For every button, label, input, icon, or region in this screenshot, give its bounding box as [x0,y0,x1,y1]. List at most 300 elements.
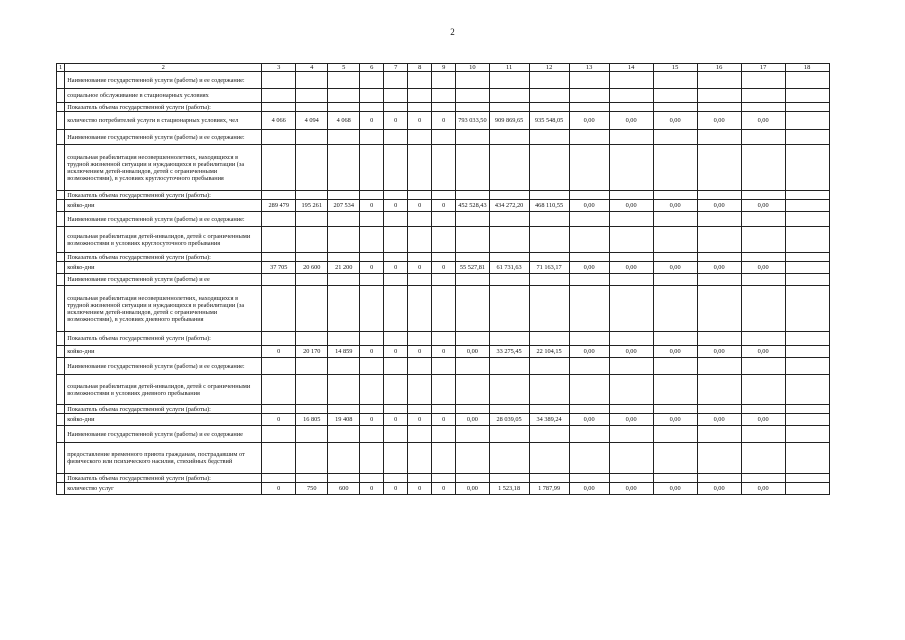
value-cell [408,145,432,191]
value-cell [741,103,785,112]
header-cell: 9 [432,64,456,72]
value-cell [489,253,529,262]
value-cell [360,89,384,103]
row-label: социальная реабилитация детей-инвалидов, детей с ограниченными возможностями в условиях круглосуточного пребывания [65,227,262,253]
value-cell: 0 [432,262,456,274]
header-cell: 10 [456,64,489,72]
value-cell [489,405,529,414]
value-cell [489,130,529,145]
row-index-cell [57,474,65,483]
value-cell [609,72,653,89]
row-label: Наименование государственной услуги (работы) и ее содержание [65,426,262,443]
value-cell [569,191,609,200]
value-cell [785,191,829,200]
table-row [57,483,830,495]
value-cell [489,358,529,375]
value-cell: 0 [408,112,432,130]
row-index-cell [57,443,65,474]
value-cell: 0,00 [569,262,609,274]
value-cell [456,72,489,89]
value-cell [697,286,741,332]
table-row [57,262,830,274]
value-cell [489,212,529,227]
value-cell [741,72,785,89]
header-cell: 14 [609,64,653,72]
value-cell [489,72,529,89]
value-cell [328,474,360,483]
value-cell [384,358,408,375]
value-cell [741,474,785,483]
value-cell [653,358,697,375]
value-cell: 207 534 [328,200,360,212]
value-cell [360,332,384,346]
table-row [57,130,830,145]
value-cell [785,405,829,414]
value-cell [360,253,384,262]
value-cell [296,332,328,346]
value-cell: 4 068 [328,112,360,130]
table-row [57,474,830,483]
value-cell [328,405,360,414]
value-cell: 0 [384,414,408,426]
value-cell [609,274,653,286]
value-cell [697,443,741,474]
value-cell [569,286,609,332]
value-cell: 14 859 [328,346,360,358]
value-cell: 0 [384,262,408,274]
value-cell [408,443,432,474]
table-row [57,253,830,262]
value-cell [741,405,785,414]
value-cell [569,72,609,89]
value-cell [609,212,653,227]
value-cell [456,426,489,443]
value-cell: 0 [262,414,296,426]
row-label: койко-дни [65,346,262,358]
value-cell [529,130,569,145]
row-index-cell [57,130,65,145]
value-cell [529,212,569,227]
value-cell [653,375,697,405]
value-cell [360,274,384,286]
value-cell [529,358,569,375]
value-cell [741,375,785,405]
value-cell [360,72,384,89]
value-cell [360,375,384,405]
value-cell [697,426,741,443]
table-row [57,286,830,332]
value-cell [296,145,328,191]
value-cell [697,130,741,145]
row-label: Наименование государственной услуги (работы) и ее содержание: [65,358,262,375]
value-cell [697,103,741,112]
value-cell [456,103,489,112]
value-cell: 0 [432,200,456,212]
value-cell [456,145,489,191]
value-cell [432,474,456,483]
table-row [57,414,830,426]
value-cell [529,426,569,443]
value-cell: 0,00 [741,414,785,426]
value-cell [529,332,569,346]
value-cell: 0 [360,414,384,426]
value-cell: 1 787,99 [529,483,569,495]
value-cell [408,405,432,414]
value-cell [408,253,432,262]
value-cell [785,426,829,443]
value-cell [262,72,296,89]
value-cell [741,145,785,191]
value-cell [569,443,609,474]
row-index-cell [57,145,65,191]
row-label: предоставление временного приюта гражданам, пострадавшим от физического или психического насилия, стихийных бедствий [65,443,262,474]
value-cell [384,89,408,103]
value-cell: 28 039,05 [489,414,529,426]
value-cell: 452 528,43 [456,200,489,212]
value-cell: 61 731,63 [489,262,529,274]
value-cell [569,145,609,191]
value-cell [328,274,360,286]
value-cell: 0 [408,346,432,358]
value-cell [653,227,697,253]
value-cell [432,103,456,112]
value-cell [741,227,785,253]
value-cell [262,103,296,112]
value-cell [569,426,609,443]
value-cell [697,191,741,200]
value-cell [408,358,432,375]
value-cell [432,89,456,103]
value-cell [489,375,529,405]
value-cell [653,474,697,483]
row-label: койко-дни [65,414,262,426]
value-cell [262,145,296,191]
value-cell [262,191,296,200]
value-cell [653,145,697,191]
value-cell: 0,00 [456,483,489,495]
value-cell [569,375,609,405]
value-cell [609,130,653,145]
value-cell [569,89,609,103]
header-cell: 3 [262,64,296,72]
row-label: Показатель объема государственной услуги (работы): [65,191,262,200]
header-cell: 12 [529,64,569,72]
row-index-cell [57,346,65,358]
value-cell: 0 [262,346,296,358]
value-cell: 0,00 [741,346,785,358]
value-cell: 0,00 [653,483,697,495]
value-cell: 750 [296,483,328,495]
value-cell [609,426,653,443]
value-cell [328,191,360,200]
table-row [57,227,830,253]
value-cell [296,253,328,262]
value-cell: 33 275,45 [489,346,529,358]
value-cell: 0,00 [741,483,785,495]
table-row [57,200,830,212]
value-cell: 0,00 [569,346,609,358]
header-cell: 8 [408,64,432,72]
value-cell [456,474,489,483]
value-cell [785,414,829,426]
header-cell: 13 [569,64,609,72]
value-cell [328,130,360,145]
value-cell [456,443,489,474]
value-cell [785,200,829,212]
row-index-cell [57,358,65,375]
value-cell [456,212,489,227]
value-cell: 0,00 [569,483,609,495]
value-cell [569,405,609,414]
value-cell [456,130,489,145]
value-cell: 16 805 [296,414,328,426]
value-cell: 0 [360,262,384,274]
value-cell [569,358,609,375]
value-cell: 0 [384,200,408,212]
row-index-cell [57,426,65,443]
value-cell [653,103,697,112]
value-cell [529,72,569,89]
value-cell: 0,00 [697,262,741,274]
value-cell [785,212,829,227]
value-cell [653,332,697,346]
row-label: Наименование государственной услуги (работы) и ее [65,274,262,286]
value-cell [328,212,360,227]
value-cell: 0,00 [569,112,609,130]
value-cell [432,358,456,375]
row-index-cell [57,103,65,112]
value-cell: 0 [360,483,384,495]
value-cell [262,474,296,483]
value-cell [384,253,408,262]
value-cell [785,375,829,405]
value-cell [296,426,328,443]
value-cell: 0,00 [653,414,697,426]
value-cell [569,227,609,253]
value-cell [785,262,829,274]
value-cell [432,227,456,253]
row-index-cell [57,112,65,130]
value-cell [384,443,408,474]
value-cell: 37 705 [262,262,296,274]
header-cell: 16 [697,64,741,72]
value-cell [262,405,296,414]
row-index-cell [57,253,65,262]
value-cell [296,443,328,474]
value-cell [360,286,384,332]
value-cell [456,274,489,286]
row-label: социальная реабилитация детей-инвалидов, детей с ограниченными возможностями в условиях дневного пребывания [65,375,262,405]
value-cell [384,286,408,332]
value-cell [785,346,829,358]
value-cell [569,103,609,112]
value-cell [384,191,408,200]
row-index-cell [57,405,65,414]
value-cell [697,274,741,286]
value-cell: 0 [432,346,456,358]
value-cell: 0 [408,414,432,426]
value-cell [296,375,328,405]
value-cell: 434 272,20 [489,200,529,212]
value-cell: 0 [262,483,296,495]
value-cell [609,443,653,474]
value-cell [609,405,653,414]
row-index-cell [57,191,65,200]
table-row [57,103,830,112]
value-cell [569,253,609,262]
value-cell [384,332,408,346]
value-cell [569,130,609,145]
value-cell [489,89,529,103]
value-cell [456,227,489,253]
table-row [57,191,830,200]
row-index-cell [57,375,65,405]
value-cell [296,130,328,145]
row-index-cell [57,200,65,212]
header-cell: 6 [360,64,384,72]
value-cell: 20 170 [296,346,328,358]
value-cell [785,112,829,130]
value-cell [360,227,384,253]
value-cell [529,145,569,191]
row-label: Показатель объема государственной услуги (работы): [65,332,262,346]
value-cell [360,212,384,227]
value-cell [456,375,489,405]
value-cell [529,103,569,112]
value-cell [384,145,408,191]
value-cell [697,405,741,414]
row-label: койко-дни [65,200,262,212]
value-cell [328,145,360,191]
value-cell [296,286,328,332]
row-index-cell [57,262,65,274]
value-cell [328,253,360,262]
value-cell: 0 [432,112,456,130]
value-cell [408,274,432,286]
value-cell: 0,00 [456,346,489,358]
value-cell [432,405,456,414]
value-cell [609,286,653,332]
value-cell: 0,00 [697,346,741,358]
value-cell [456,191,489,200]
value-cell [741,253,785,262]
value-cell [741,212,785,227]
value-cell [360,405,384,414]
value-cell [489,332,529,346]
value-cell: 0,00 [697,200,741,212]
value-cell [384,227,408,253]
value-cell [384,103,408,112]
value-cell [609,227,653,253]
value-cell [653,405,697,414]
value-cell [785,72,829,89]
value-cell: 34 389,24 [529,414,569,426]
value-cell [360,358,384,375]
value-cell [432,332,456,346]
value-cell: 0 [360,200,384,212]
value-cell [408,103,432,112]
value-cell [697,332,741,346]
value-cell [328,103,360,112]
value-cell [489,274,529,286]
table-body [57,64,830,495]
value-cell [785,145,829,191]
value-cell [489,191,529,200]
value-cell [408,89,432,103]
value-cell [408,332,432,346]
table-row [57,212,830,227]
table-row [57,443,830,474]
value-cell [489,103,529,112]
value-cell [432,274,456,286]
value-cell [296,191,328,200]
value-cell [384,426,408,443]
value-cell [328,227,360,253]
value-cell: 0 [408,200,432,212]
value-cell [489,286,529,332]
value-cell: 600 [328,483,360,495]
value-cell [408,72,432,89]
value-cell: 0,00 [741,200,785,212]
value-cell [529,474,569,483]
value-cell [262,375,296,405]
value-cell [653,443,697,474]
value-cell [609,474,653,483]
header-cell: 15 [653,64,697,72]
value-cell [489,443,529,474]
value-cell [328,89,360,103]
value-cell [296,274,328,286]
value-cell [384,130,408,145]
row-index-cell [57,414,65,426]
value-cell: 0,00 [609,200,653,212]
value-cell [653,191,697,200]
table-row [57,89,830,103]
value-cell: 0,00 [697,414,741,426]
value-cell [489,474,529,483]
value-cell [408,130,432,145]
value-cell [609,253,653,262]
value-cell: 55 527,81 [456,262,489,274]
value-cell: 0,00 [609,414,653,426]
value-cell [432,253,456,262]
table-row [57,112,830,130]
value-cell [328,72,360,89]
value-cell [384,474,408,483]
value-cell [697,358,741,375]
value-cell: 0 [360,112,384,130]
value-cell: 0,00 [653,346,697,358]
row-index-cell [57,274,65,286]
value-cell [785,286,829,332]
value-cell [489,227,529,253]
value-cell [262,426,296,443]
header-cell: 11 [489,64,529,72]
value-cell [384,375,408,405]
value-cell [262,332,296,346]
value-cell [529,375,569,405]
value-cell: 0 [408,262,432,274]
value-cell: 0,00 [569,200,609,212]
row-label: Показатель объема государственной услуги (работы): [65,405,262,414]
value-cell [360,145,384,191]
row-label: социальная реабилитация несовершеннолетних, находящихся в трудной жизненной ситуации и нуждающихся в реабилитации (за исключением детей-инвалидов, детей с ограниченными возможностями), в условиях дневного пребывания [65,286,262,332]
value-cell [456,89,489,103]
value-cell: 4 066 [262,112,296,130]
value-cell [653,253,697,262]
value-cell [653,426,697,443]
value-cell [529,253,569,262]
